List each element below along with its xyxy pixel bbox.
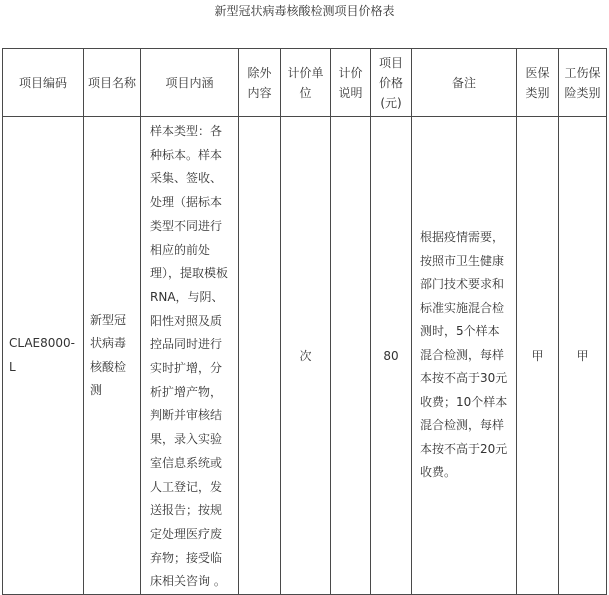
cell-injury-insurance: 甲: [559, 117, 607, 595]
header-code: 项目编码: [3, 49, 84, 117]
header-note: 计价说明: [331, 49, 371, 117]
cell-remarks: 根据疫情需要，按照市卫生健康部门技术要求和标准实施混合检测时，5个样本混合检测，每样本按不高于30元收费；10个样本混合检测，每样本按不高于20元收费。: [412, 117, 517, 595]
cell-medical-insurance: 甲: [517, 117, 559, 595]
cell-content: 样本类型：各种标本。样本采集、签收、处理（据标本类型不同进行相应的前处理），提取模板RNA，与阴、阳性对照及质控品同时进行实时扩增，分析扩增产物，判断并审核结果，录入实验室信息系统或人工登记，发送报告；按规定处理医疗废弃物；接受临床相关咨询 。: [141, 117, 239, 595]
header-row: [3, 49, 607, 117]
cell-excluded: [239, 117, 281, 595]
header-content: 项目内涵: [141, 49, 239, 117]
header-remarks: 备注: [412, 49, 517, 117]
cell-code: CLAE8000-L: [3, 117, 84, 595]
header-excluded: 除外内容: [239, 49, 281, 117]
cell-note: [331, 117, 371, 595]
cell-price: 80: [371, 117, 412, 595]
header-medical-insurance: 医保类别: [517, 49, 559, 117]
cell-name: 新型冠状病毒核酸检测: [84, 117, 141, 595]
table-row: [3, 117, 607, 595]
header-unit: 计价单位: [281, 49, 331, 117]
header-price: 项目价格(元): [371, 49, 412, 117]
header-name: 项目名称: [84, 49, 141, 117]
document-title: 新型冠状病毒核酸检测项目价格表: [214, 4, 395, 18]
price-table: [2, 48, 607, 595]
header-injury-insurance: 工伤保险类别: [559, 49, 607, 117]
cell-unit: 次: [281, 117, 331, 595]
